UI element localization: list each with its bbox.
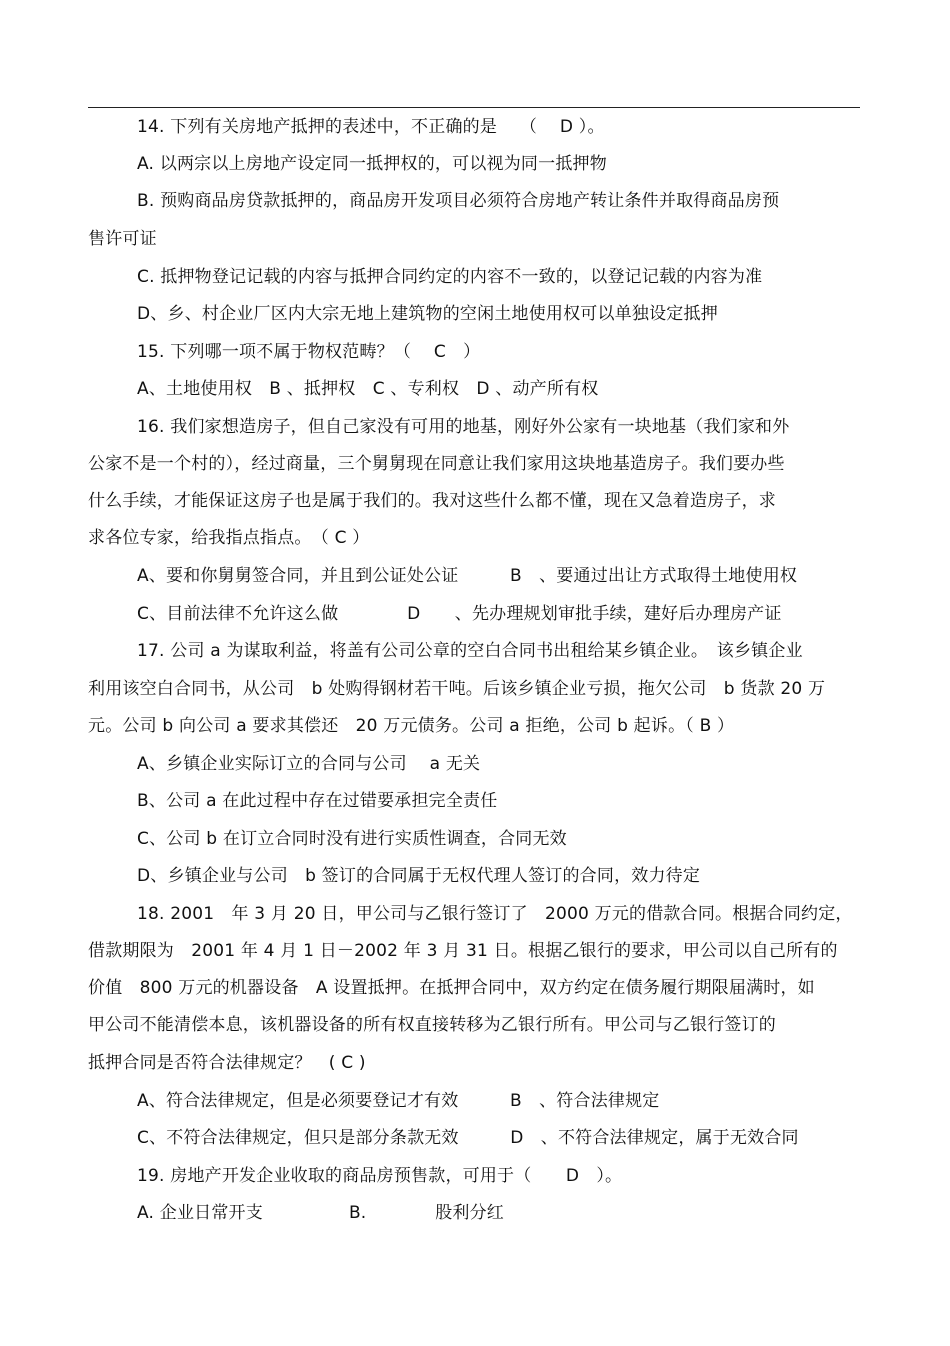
question-14-stem: 14. 下列有关房地产抵押的表述中，不正确的是 （ D ）。 [137, 117, 605, 137]
question-19-stem: 19. 房地产开发企业收取的商品房预售款，可用于（ D ）。 [137, 1166, 623, 1186]
question-18-stem: 18. 2001 年 3 月 20 日，甲公司与乙银行签订了 2000 万元的借款合同。根据合同约定， [137, 904, 853, 924]
question-18-options-ab: A、符合法律规定，但是必须要登记才有效 B 、符合法律规定 [137, 1091, 660, 1111]
question-16-stem-cont-1: 公家不是一个村的），经过商量，三个舅舅现在同意让我们家用这块地基造房子。我们要办些 [88, 454, 785, 474]
question-16-stem: 16. 我们家想造房子，但自己家没有可用的地基，刚好外公家有一块地基（我们家和外 [137, 417, 790, 437]
question-18-stem-cont-3: 甲公司不能清偿本息，该机器设备的所有权直接转移为乙银行所有。甲公司与乙银行签订的 [88, 1015, 776, 1035]
question-17-option-a: A、乡镇企业实际订立的合同与公司 a 无关 [137, 754, 481, 774]
question-17-option-b: B、公司 a 在此过程中存在过错要承担完全责任 [137, 791, 498, 811]
question-17-stem-cont-1: 利用该空白合同书，从公司 b 处购得钢材若干吨。后该乡镇企业亏损，拖欠公司 b 货款 20 万 [88, 679, 826, 699]
question-18-stem-cont-4: 抵押合同是否符合法律规定？ ( C ) [88, 1053, 366, 1073]
question-16-options-cd: C、目前法律不允许这么做 D 、先办理规划审批手续，建好后办理房产证 [137, 604, 782, 624]
question-17-stem: 17. 公司 a 为谋取利益，将盖有公司公章的空白合同书出租给某乡镇企业。 该乡镇企业 [137, 641, 803, 661]
question-18-stem-cont-2: 价值 800 万元的机器设备 A 设置抵押。在抵押合同中，双方约定在债务履行期限届满时，如 [88, 978, 815, 998]
question-17-option-c: C、公司 b 在订立合同时没有进行实质性调查，合同无效 [137, 829, 567, 849]
question-19-options-ab: A. 企业日常开支 B. 股利分红 [137, 1203, 505, 1223]
question-14-option-b-cont: 售许可证 [88, 229, 157, 249]
question-14-option-c: C. 抵押物登记记载的内容与抵押合同约定的内容不一致的，以登记记载的内容为准 [137, 267, 763, 287]
question-18-options-cd: C、不符合法律规定，但只是部分条款无效 D 、不符合法律规定，属于无效合同 [137, 1128, 799, 1148]
header-rule [88, 107, 860, 108]
question-14-option-d: D、乡、村企业厂区内大宗无地上建筑物的空闲土地使用权可以单独设定抵押 [137, 304, 718, 324]
question-18-stem-cont-1: 借款期限为 2001 年 4 月 1 日－2002 年 3 月 31 日。根据乙银行的要求，甲公司以自己所有的 [88, 941, 838, 961]
question-14-option-b: B. 预购商品房贷款抵押的，商品房开发项目必须符合房地产转让条件并取得商品房预 [137, 191, 780, 211]
question-15-options: A、土地使用权 B 、抵押权 C 、专利权 D 、动产所有权 [137, 379, 599, 399]
question-16-stem-cont-3: 求各位专家，给我指点指点。 （ C ） [88, 528, 370, 548]
question-16-options-ab: A、要和你舅舅签合同，并且到公证处公证 B 、要通过出让方式取得土地使用权 [137, 566, 798, 586]
question-14-option-a: A. 以两宗以上房地产设定同一抵押权的，可以视为同一抵押物 [137, 154, 607, 174]
question-16-stem-cont-2: 什么手续，才能保证这房子也是属于我们的。我对这些什么都不懂，现在又急着造房子，求 [88, 491, 776, 511]
question-15-stem: 15. 下列哪一项不属于物权范畴？（ C ） [137, 342, 481, 362]
question-17-option-d: D、乡镇企业与公司 b 签订的合同属于无权代理人签订的合同，效力待定 [137, 866, 701, 886]
question-17-stem-cont-2: 元。公司 b 向公司 a 要求其偿还 20 万元债务。公司 a 拒绝，公司 b 起诉。（ B ） [88, 716, 735, 736]
